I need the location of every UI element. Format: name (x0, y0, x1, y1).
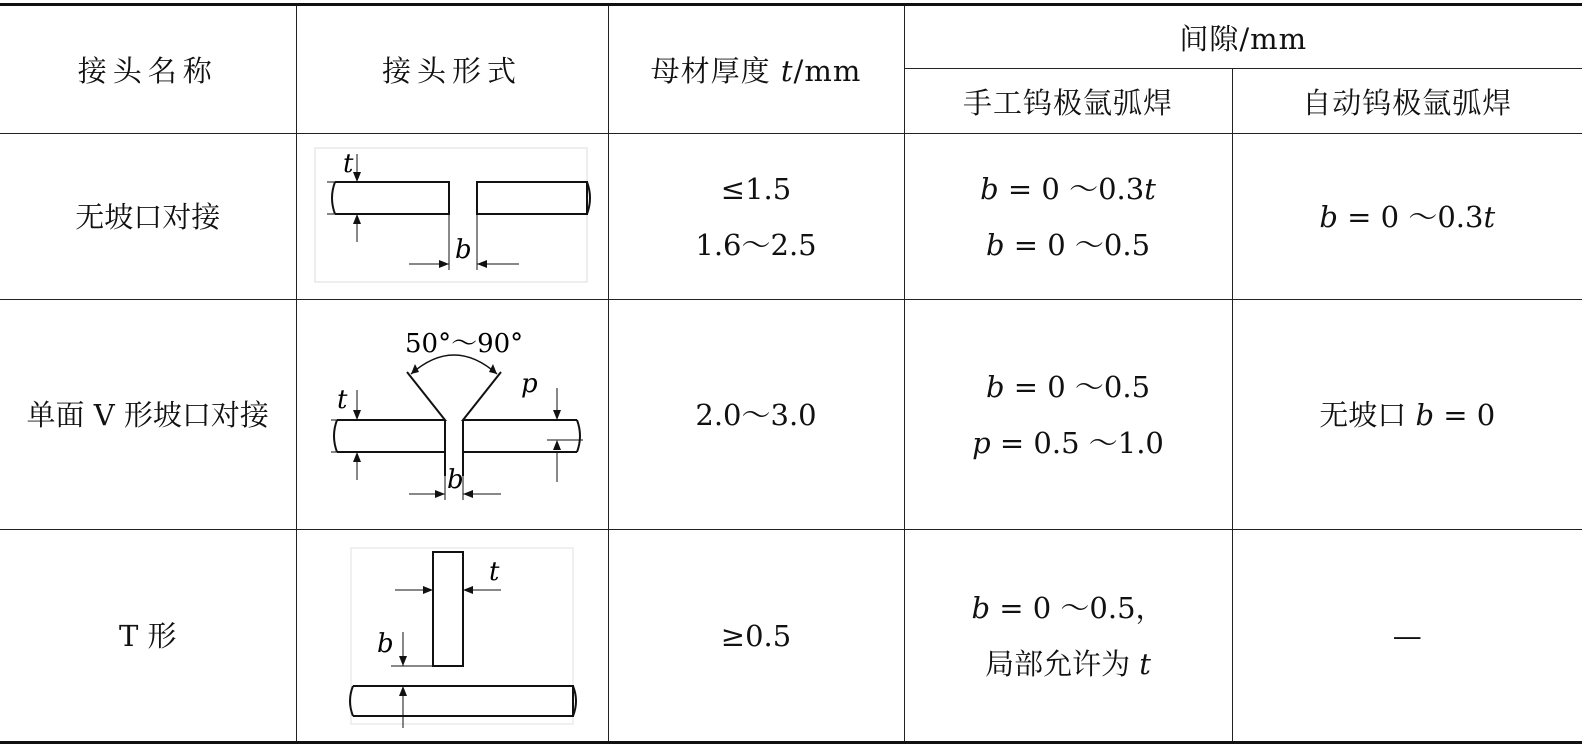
header-gap: 间隙/mm (904, 5, 1582, 69)
diagram-b-label: b (377, 628, 394, 659)
header-thickness (608, 5, 904, 134)
thickness-line: 1.6～2.5 (695, 227, 817, 262)
header-thickness-var: t (780, 54, 794, 88)
row-auto-gap (1232, 300, 1582, 530)
diagram-t-label: t (343, 148, 354, 179)
row-joint-diagram (296, 300, 608, 530)
diagram-t-label: t (337, 384, 348, 415)
header-auto-tig: 自动钨极氩弧焊 (1232, 69, 1582, 134)
auto-gap-line: 无坡口 b = 0 (1319, 397, 1496, 432)
auto-gap-line: b = 0 ～0.3t (1319, 199, 1496, 234)
manual-gap-line: b = 0 ～0.5 (985, 227, 1151, 262)
thickness-line: ≤1.5 (720, 171, 792, 206)
row-joint-name: 单面 V 形坡口对接 (0, 300, 296, 530)
butt-joint-diagram (307, 140, 597, 290)
header-joint-name: 接头名称 (0, 5, 296, 134)
manual-gap-line: 局部允许为 t (985, 646, 1151, 681)
row-joint-name: T 形 (0, 530, 296, 743)
header-thickness-unit: /mm (793, 54, 862, 88)
diagram-b-label: b (447, 464, 464, 495)
diagram-angle-label: 50°～90° (405, 328, 524, 359)
diagram-p-label: p (521, 368, 538, 399)
t-joint-diagram (307, 536, 597, 732)
header-thickness-prefix: 母材厚度 (650, 54, 771, 88)
table-row (0, 134, 1582, 300)
row-thickness (608, 530, 904, 743)
manual-gap-line: b = 0 ～0.3t (980, 171, 1156, 206)
row-joint-diagram (296, 530, 608, 743)
row-auto-gap (1232, 530, 1582, 743)
manual-gap-line: p = 0.5 ～1.0 (972, 425, 1164, 460)
row-manual-gap (904, 300, 1232, 530)
thickness-line: ≥0.5 (720, 618, 792, 653)
row-thickness (608, 300, 904, 530)
diagram-b-label: b (455, 234, 472, 265)
auto-gap-line: — (1392, 618, 1422, 653)
diagram-t-label: t (489, 556, 500, 587)
row-thickness (608, 134, 904, 300)
v-groove-diagram (307, 308, 597, 518)
row-manual-gap (904, 530, 1232, 743)
row-joint-name: 无坡口对接 (0, 134, 296, 300)
thickness-line: 2.0～3.0 (695, 397, 817, 432)
manual-gap-line: b = 0 ～0.5 (985, 369, 1151, 404)
row-auto-gap (1232, 134, 1582, 300)
row-joint-diagram (296, 134, 608, 300)
header-manual-tig: 手工钨极氩弧焊 (904, 69, 1232, 134)
manual-gap-line: b = 0 ～0.5， (971, 590, 1165, 625)
table-row (0, 530, 1582, 743)
joint-gap-table (0, 3, 1582, 744)
row-manual-gap (904, 134, 1232, 300)
table-row (0, 300, 1582, 530)
header-joint-form: 接头形式 (296, 5, 608, 134)
